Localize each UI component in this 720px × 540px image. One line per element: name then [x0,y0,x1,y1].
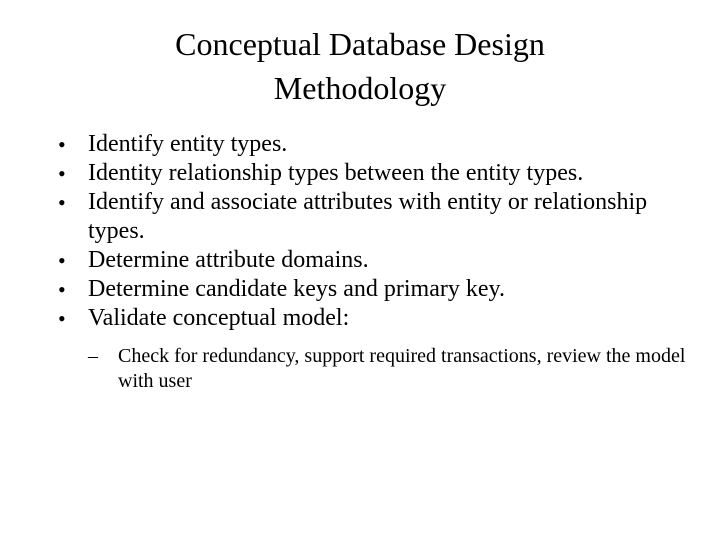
bullet-text: Determine candidate keys and primary key. [88,276,505,302]
sub-bullet-text: Check for redundancy, support required transactions, review the model with user [118,345,686,392]
bullet-item [58,130,698,159]
bullet-text: Determine attribute domains. [88,247,369,273]
bullet-marker: • [58,248,66,273]
sub-bullet-marker: – [88,345,98,367]
bullet-marker: • [58,306,66,331]
bullet-item [58,246,698,275]
bullet-list [58,130,698,394]
sub-bullet-list [88,344,698,394]
bullet-item [58,275,698,304]
slide-title-line-2: Methodology [273,70,447,106]
bullet-marker: • [58,161,66,186]
bullet-item [58,188,698,246]
bullet-text: Identify and associate attributes with entity or relationship types. [88,189,648,244]
bullet-marker: • [58,277,66,302]
bullet-text: Identity relationship types between the entity types. [88,160,584,186]
bullet-text: Validate conceptual model: [88,305,350,331]
slide-title-line-1: Conceptual Database Design [175,26,545,62]
bullet-marker: • [58,190,66,215]
sub-bullet-item [88,344,698,394]
bullet-text: Identify entity types. [88,131,288,157]
bullet-item [58,304,698,394]
bullet-marker: • [58,132,66,157]
bullet-item [58,159,698,188]
slide-title [60,22,660,110]
